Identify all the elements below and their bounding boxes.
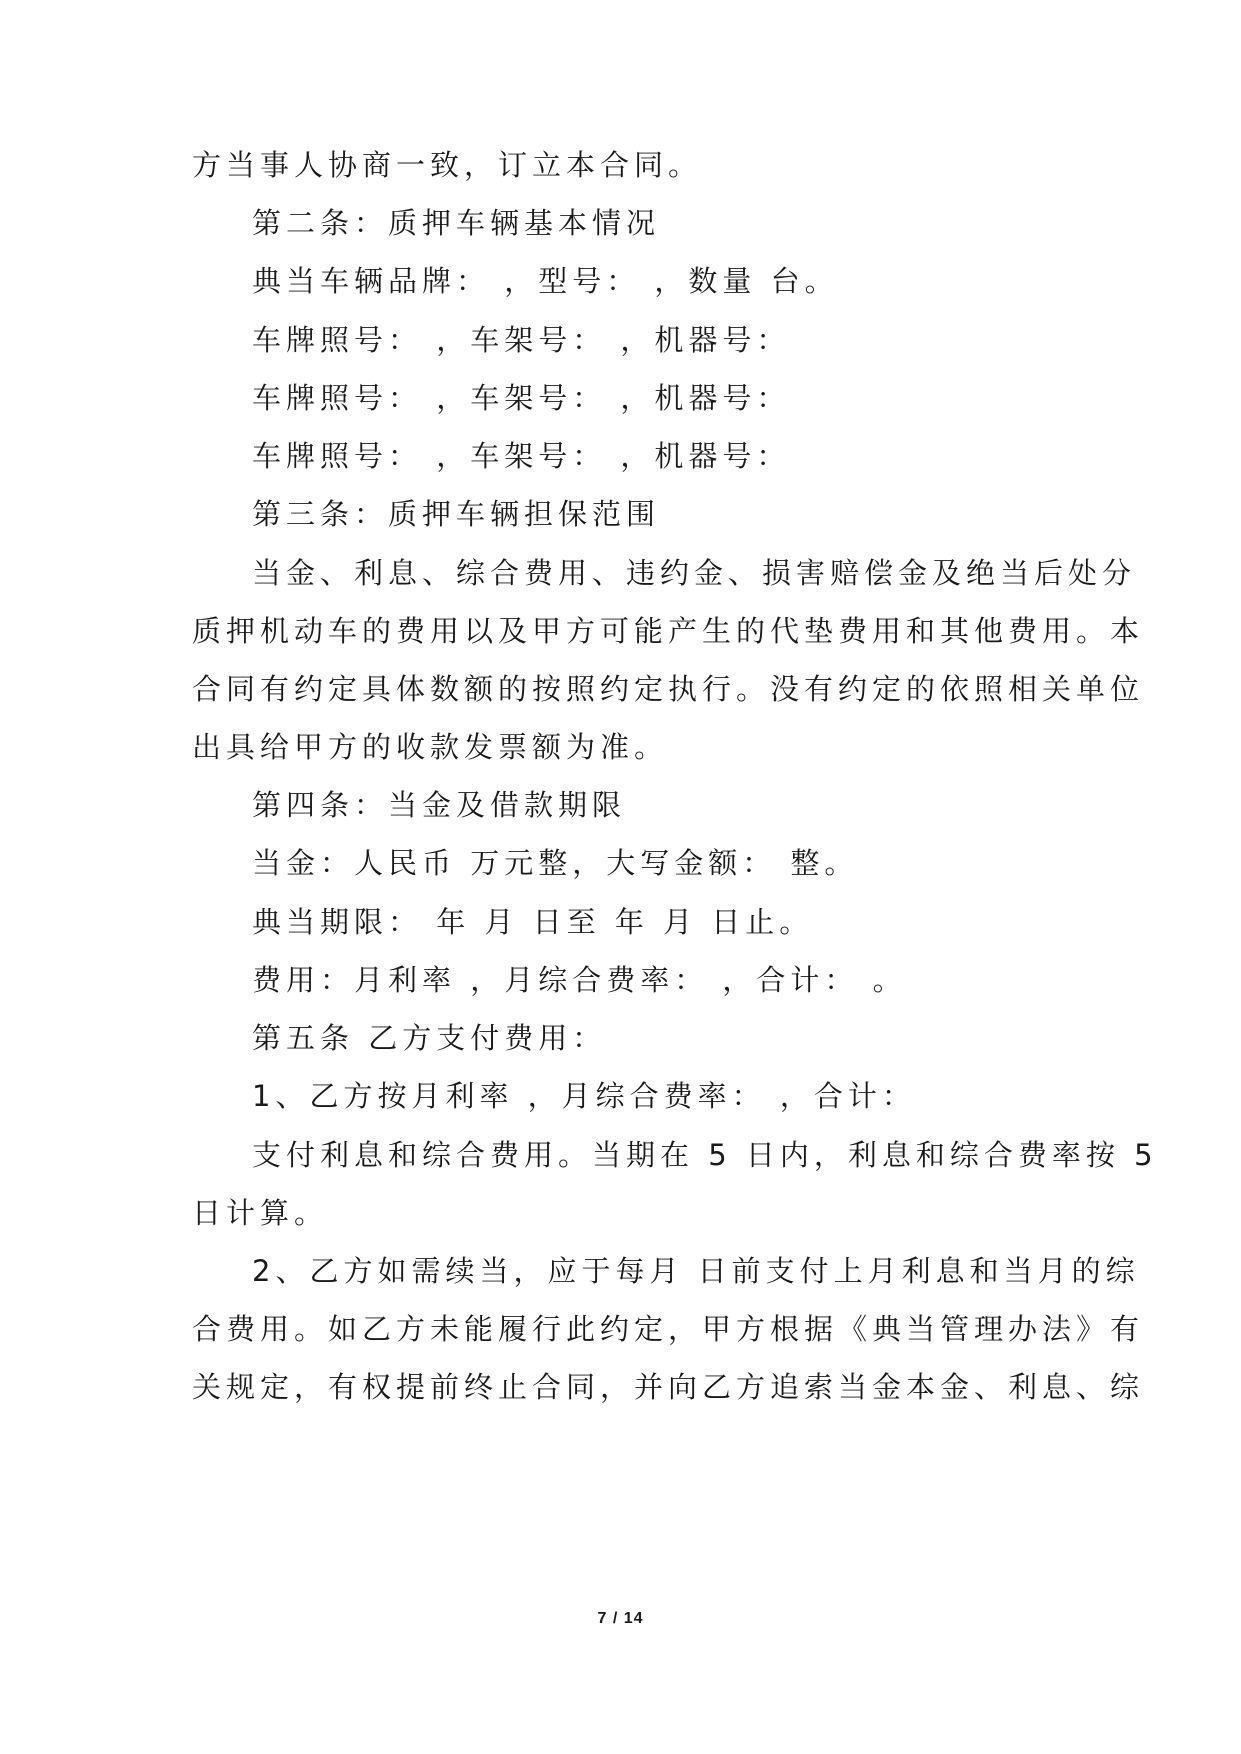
- paragraph-line: 方当事人协商一致，订立本合同。: [192, 148, 703, 182]
- paragraph-line: 合同有约定具体数额的按照约定执行。没有约定的依照相关单位: [192, 672, 1145, 706]
- paragraph-line: 日计算。: [192, 1196, 329, 1230]
- page-number: 7 / 14: [597, 1610, 644, 1627]
- paragraph-line: 车牌照号： ，车架号： ，机器号：: [252, 323, 791, 357]
- paragraph-line: 典当期限： 年 月 日至 年 月 日止。: [252, 905, 814, 939]
- section-heading-article-2: 第二条：质押车辆基本情况: [252, 206, 661, 240]
- paragraph-line: 当金、利息、综合费用、违约金、损害赔偿金及绝当后处分: [252, 556, 1137, 590]
- paragraph-line: 典当车辆品牌： ，型号： ，数量 台。: [252, 264, 839, 298]
- section-heading-article-4: 第四条：当金及借款期限: [252, 788, 627, 822]
- paragraph-line: 合费用。如乙方未能履行此约定，甲方根据《典当管理办法》有: [192, 1312, 1145, 1346]
- section-heading-article-5: 第五条 乙方支付费用：: [252, 1021, 607, 1055]
- paragraph-line: 1、乙方按月利率 ，月综合费率： ，合计：: [252, 1079, 916, 1113]
- paragraph-line: 质押机动车的费用以及甲方可能产生的代垫费用和其他费用。本: [192, 614, 1145, 648]
- section-heading-article-3: 第三条：质押车辆担保范围: [252, 497, 661, 531]
- paragraph-line: 关规定，有权提前终止合同，并向乙方追索当金本金、利息、综: [192, 1370, 1145, 1404]
- paragraph-line: 出具给甲方的收款发票额为准。: [192, 730, 669, 764]
- paragraph-line: 车牌照号： ，车架号： ，机器号：: [252, 439, 791, 473]
- paragraph-line: 当金：人民币 万元整，大写金额： 整。: [252, 846, 859, 880]
- paragraph-line: 支付利息和综合费用。当期在 5 日内，利息和综合费率按 5: [252, 1138, 1158, 1172]
- paragraph-line: 2、乙方如需续当，应于每月 日前支付上月利息和当月的综: [252, 1254, 1140, 1288]
- paragraph-line: 费用：月利率 ，月综合费率： ，合计： 。: [252, 963, 907, 997]
- paragraph-line: 车牌照号： ，车架号： ，机器号：: [252, 381, 791, 415]
